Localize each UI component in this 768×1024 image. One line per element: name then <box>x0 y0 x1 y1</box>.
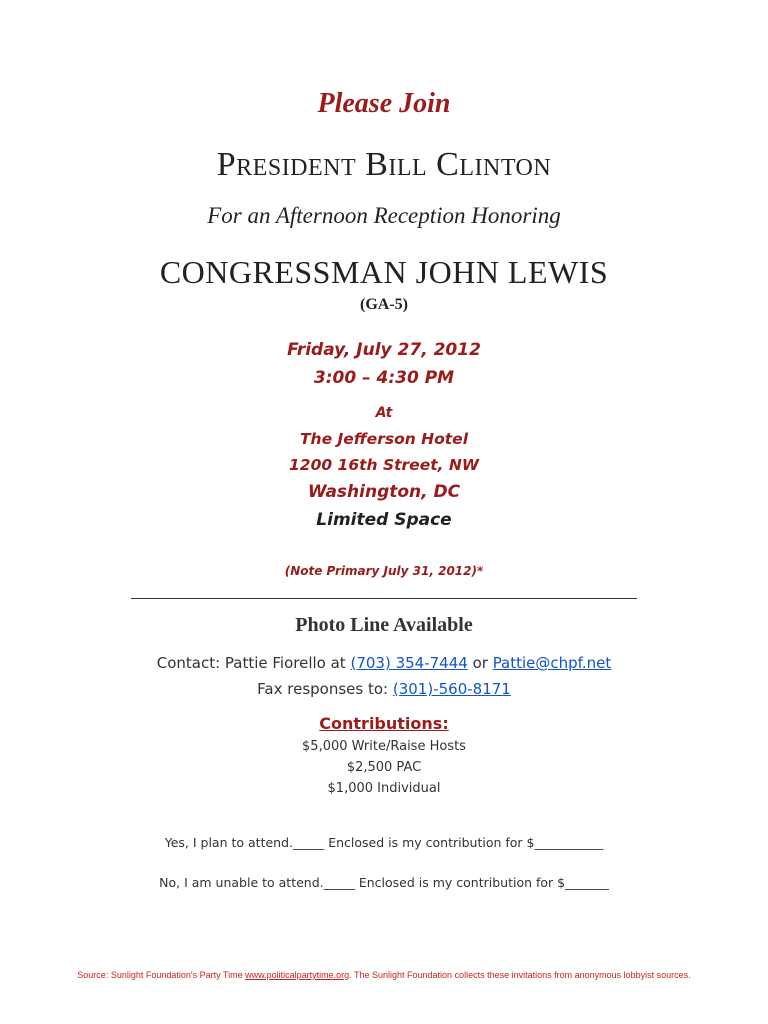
rsvp-yes-line: Yes, I plan to attend._____ Enclosed is my contribution for $___________ <box>164 835 604 850</box>
primary-note: (Note Primary July 31, 2012)* <box>284 564 484 578</box>
venue-city: Washington, DC <box>307 482 461 502</box>
venue-street: 1200 16th Street, NW <box>289 456 479 474</box>
event-time: 3:00 – 4:30 PM <box>313 368 455 388</box>
contact-phone-link[interactable]: (703) 354-7444 <box>350 654 468 672</box>
photo-line-heading: Photo Line Available <box>295 614 473 636</box>
event-date: Friday, July 27, 2012 <box>287 340 481 360</box>
please-join-heading: Please Join <box>317 88 451 119</box>
host-name: President Bill Clinton <box>216 146 552 183</box>
fax-prefix: Fax responses to: <box>257 680 393 698</box>
reception-line: For an Afternoon Reception Honoring <box>207 203 561 228</box>
honoree-name: CONGRESSMAN JOHN LEWIS <box>159 254 609 290</box>
at-label: At <box>375 405 393 421</box>
limited-space-label: Limited Space <box>316 510 452 530</box>
contribution-level: $1,000 Individual <box>327 781 441 796</box>
contact-line <box>0 654 768 672</box>
contribution-level: $5,000 Write/Raise Hosts <box>302 739 466 754</box>
contributions-heading: Contributions: <box>319 714 449 733</box>
contact-or: or <box>467 654 493 672</box>
source-suffix: . The Sunlight Foundation collects these invitations from anonymous lobbyist sources. <box>349 970 691 980</box>
source-prefix: Source: Sunlight Foundation's Party Time <box>77 970 246 980</box>
fax-line <box>0 680 768 698</box>
source-footer <box>0 970 768 980</box>
fax-number-link[interactable]: (301)-560-8171 <box>392 680 511 698</box>
source-link[interactable]: www.politicalpartytime.org <box>245 970 350 980</box>
contact-email-link[interactable]: Pattie@chpf.net <box>492 654 612 672</box>
venue-name: The Jefferson Hotel <box>299 430 469 448</box>
section-divider <box>131 598 637 599</box>
rsvp-no-line: No, I am unable to attend._____ Enclosed is my contribution for $_______ <box>159 875 609 890</box>
district-label: (GA-5) <box>360 296 408 313</box>
contribution-level: $2,500 PAC <box>346 760 422 775</box>
contact-prefix: Contact: Pattie Fiorello at <box>156 654 351 672</box>
